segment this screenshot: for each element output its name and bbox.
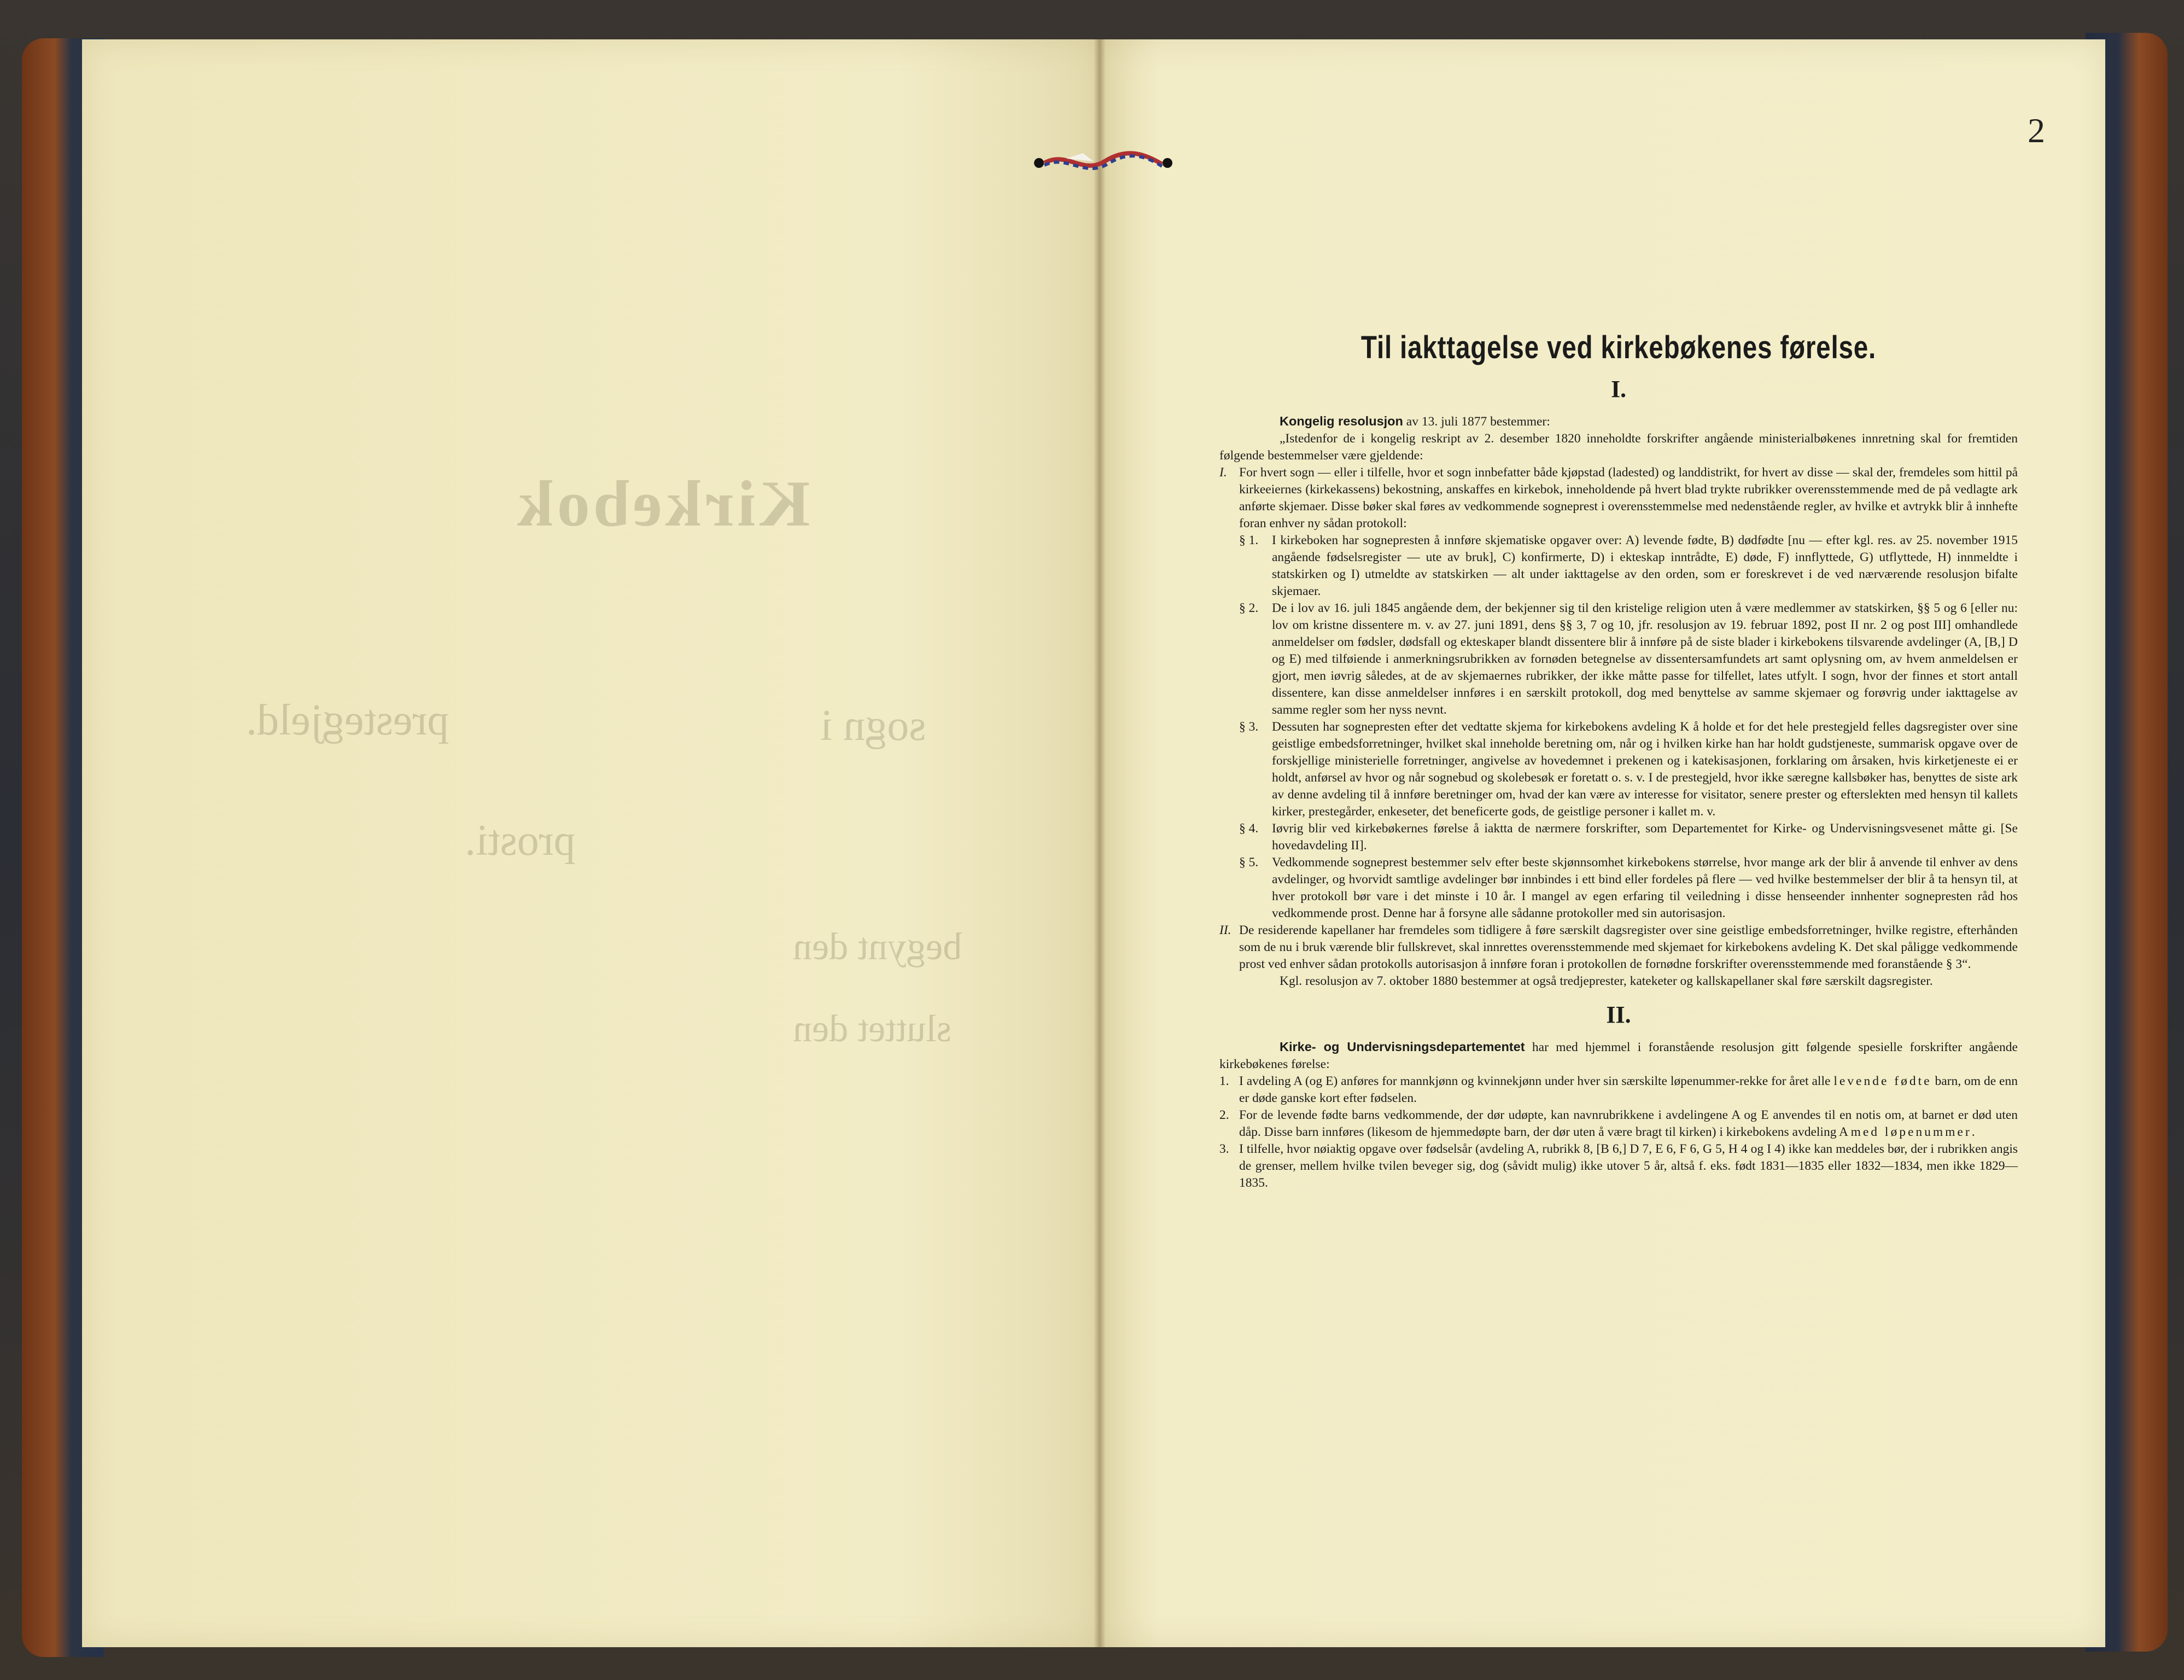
point-i-number: I. — [1219, 465, 1227, 480]
section-heading-2: II. — [1606, 1001, 1631, 1028]
rule-text — [1239, 1141, 2018, 1192]
left-page — [82, 39, 1099, 1647]
section2-lead-rest: har med hjemmel i foranstående resolusjon gitt følgende spesielle forskrifter angående kirkebøkenes førelse: — [1219, 1040, 2018, 1071]
point-ii-number: II. — [1219, 923, 1231, 937]
binding-thread — [1033, 148, 1176, 180]
paragraph-number: § 1. — [1239, 533, 1259, 547]
rule-text-pre: For de levende fødte barns vedkommende, der dør udøpte, kan navnrubrikkene i avdelingene A og E anvendes til en notis om, at barnet er død uten dåp. Disse barn innføres (likesom de hjemmedøpte barn, der dør uten å være bragt til kirken) i kirkebokens avdeling A — [1239, 1108, 2018, 1139]
spine-gutter — [1094, 39, 1106, 1647]
rule-item — [1219, 1107, 2018, 1141]
paragraph-list — [1219, 532, 2018, 922]
paragraph-text: Iøvrig blir ved kirkebøkernes førelse å iaktta de nærmere forskrifter, som Departementet for Kirke- og Undervisningsvesenet måtte gi. [Se hovedavdeling II]. — [1272, 821, 2018, 853]
rule-number: 1. — [1219, 1074, 1229, 1088]
left-page-bleed-title: Kirkebok — [514, 467, 810, 540]
rule-text-spaced: med løpenummer — [1850, 1125, 1972, 1139]
left-page-bleed-sluttet: sluttet den — [793, 1008, 951, 1050]
point-i-text: For hvert sogn — eller i tilfelle, hvor et sogn innbefatter både kjøpstad (ladested) og landdistrikt, for hvert av disse — skal der, fremdeles som hittil på kirkeeiernes (kirkekassens) bekostning, anskaffes en kirkebok, inneholdende på hvert blad trykte rubrikker overensstemmende med de på vedlagte ark anførte skjemaer. Disse bøker skal føres av vedkommende sogneprest i overensstemmelse med nedenstående regler, av hvilke et avtrykk blir å innhefte foran enhver ny sådan protokoll: — [1239, 465, 2018, 530]
rule-item — [1219, 1073, 2018, 1107]
left-page-bleed-begynt: begynt den — [793, 926, 962, 968]
section1-quote: „Istedenfor de i kongelig reskript av 2. desember 1820 inneholdte forskrifter angående ministerialbøkenes innretning skal for fremtiden følgende bestemmelser være gjeldende: — [1219, 431, 2018, 463]
paragraph-text: I kirkeboken har sognepresten å innføre skjematiske opgaver over: A) levende fødte, B) dødfødte [nu — efter kgl. res. av 25. november 1915 angående fødselsregister — ute av bruk], C) konfirmerte, D) i ekteskap inntrådte, E) døde, F) innflyttede, G) utflyttede, H) innmeldte i statskirken og I) utmeldte av statskirken — alt under iakttagelse av den orden, som er foreskrevet i de ved nærværende resolusjon bifalte skjemaer. — [1272, 533, 2018, 598]
point-ii-text: De residerende kapellaner har fremdeles som tidligere å føre særskilt dagsregister over sine geistlige embedsforretninger, hvilke registre, efterhånden som de nu i bruk værende blir fullskrevet, skal innrettes overensstemmende med skjemaet for kirkebokens avdeling K. Det skal påligge vedkommende prost ved enhver sådan protokolls autorisasjon å innføre foran i protokollen de fornødne forskrifter overensstemmende med foranstående § 3“. — [1239, 923, 2018, 971]
rule-text-post: . — [1971, 1125, 1975, 1139]
paragraph-number: § 5. — [1239, 855, 1259, 870]
rule-number: 3. — [1219, 1142, 1229, 1156]
rule-text — [1239, 1073, 2018, 1107]
rule-text-pre: I tilfelle, hvor nøiaktig opgave over fødselsår (avdeling A, rubrikk 8, [B 6,] D 7, E 6, F 6, G 5, H 4 og I 4) ikke kan meddeles bør, der i rubrikken angis de grenser, mellem hvilke tvilen beveger sig, dog (såvidt mulig) ikke utover 5 år, altså f. eks. født 1831—1835 eller 1832—1834, men ikke 1829—1835. — [1239, 1142, 2018, 1190]
rule-text-post: barn, om de enn er døde ganske kort efter fødselen. — [1239, 1074, 2018, 1105]
section2-lead-bold: Kirke- og Undervisningsdepartementet — [1280, 1040, 1525, 1054]
left-page-bleed-sogn: sogn i — [820, 702, 926, 750]
rule-list — [1219, 1073, 2018, 1192]
paragraph-text: De i lov av 16. juli 1845 angående dem, der bekjenner sig til den kristelige religion uten å være medlemmer av statskirken, §§ 5 og 6 [eller nu: lov om kristne dissentere m. v. av 27. juni 1891, dens §§ 3, 7 og 10, jfr. resolusjon av 19. februar 1892, post II nr. 2 og post III] omhandlede anmeldelser om fødsler, dødsfall og ekteskaper blandt dissentere blir å innføre på de siste blader i kirkebokens tilsvarende avdelinger (A, [B,] D og E) med tilføiende i anmerkningsrubrikken av fornøden betegnelse av dissentersamfundets art samt oplysning om, av hvem anmeldelsen er gjort, men iøvrig således, at de av skjemaernes rubrikker, der ikke måtte passe for tilfellet, lates utfylt. I sogn, hvor der finnes et stort antall dissentere, kan disse anmeldelser innføres i en særskilt protokoll, dog med benyttelse av samme skjemaer og forøvrig under iakttagelse av samme regler som her nyss nevnt. — [1272, 601, 2018, 717]
rule-number: 2. — [1219, 1108, 1229, 1122]
paragraph-number: § 3. — [1239, 720, 1259, 734]
regulations-document — [1219, 330, 2018, 1192]
section1-lead-bold: Kongelig resolusjon — [1280, 414, 1403, 428]
rule-text-spaced: levende fødte — [1833, 1074, 1932, 1088]
paragraph-item — [1239, 719, 2018, 820]
section-heading-1: I. — [1610, 376, 1627, 402]
paragraph-item — [1239, 532, 2018, 600]
rule-item — [1219, 1141, 2018, 1192]
left-page-bleed-prestegjeld: prestegjeld. — [246, 696, 449, 744]
section1-closing: Kgl. resolusjon av 7. oktober 1880 bestemmer at også tredjeprester, kateketer og kallskapellaner skal føre særskilt dagsregister. — [1280, 974, 1933, 988]
document-title: Til iakttagelse ved kirkebøkenes førelse. — [1360, 330, 1877, 365]
rule-text — [1239, 1107, 2018, 1141]
section2-lead — [1219, 1039, 2018, 1073]
paragraph-number: § 4. — [1239, 821, 1259, 836]
paragraph-item — [1239, 820, 2018, 854]
paragraph-text: Vedkommende sogneprest bestemmer selv efter beste skjønnsomhet kirkebokens størrelse, hvor mange ark der blir å anvende til enhver av dens avdelinger, og hvorvidt samtlige avdelinger bør innbindes i ett bind eller fordeles på flere — ved hvilke bestemmelser der blir å ta hensyn til, at hver protokoll bør vare i det minste i 10 år. I mangel av egen erfaring til veiledning i disse henseender innhenter sognepresten råd hos vedkommende prost. Denne har å forsyne alle sådanne protokoller med sin autorisasjon. — [1272, 855, 2018, 920]
rule-text-pre: I avdeling A (og E) anføres for mannkjønn og kvinnekjønn under hver sin særskilte løpenummer-rekke for året alle — [1239, 1074, 1834, 1088]
paragraph-text: Dessuten har sognepresten efter det vedtatte skjema for kirkebokens avdeling K å holde et for det hele prestegjeld felles dagsregister over sine geistlige embedsforretninger, hvilket skal inneholde beretning om, når og i hvilken kirke han har holdt gudstjeneste, summarisk opgave over de forskjellige ministerielle forretninger, angivelse av hovedemnet i prekenen og i katekisasjonen, forklaring om årsaken, hvis kirketjeneste ei er holdt, anførsel av hvor og når sognebud og skolebesøk er foretatt o. s. v. I de prestegjeld, hvor ikke særegne kallsbøker has, benyttes de siste ark av denne avdeling til å innføre beretninger om, hvad der kan være av interesse for visitator, senere prester og efterslekten med hensyn til kallets kirker, prestegårder, enkeseter, det beneficerte gods, de geistlige personer i kallet m. v. — [1272, 720, 2018, 819]
section1-lead-rest: av 13. juli 1877 bestemmer: — [1403, 415, 1550, 429]
point-ii — [1219, 922, 2018, 973]
point-i — [1219, 464, 2018, 532]
section1-lead — [1219, 413, 2018, 430]
page-number: 2 — [2028, 111, 2045, 150]
paragraph-item — [1239, 600, 2018, 719]
paragraph-item — [1239, 854, 2018, 922]
left-page-bleed-prosti: prosti. — [465, 816, 576, 865]
paragraph-number: § 2. — [1239, 601, 1259, 615]
